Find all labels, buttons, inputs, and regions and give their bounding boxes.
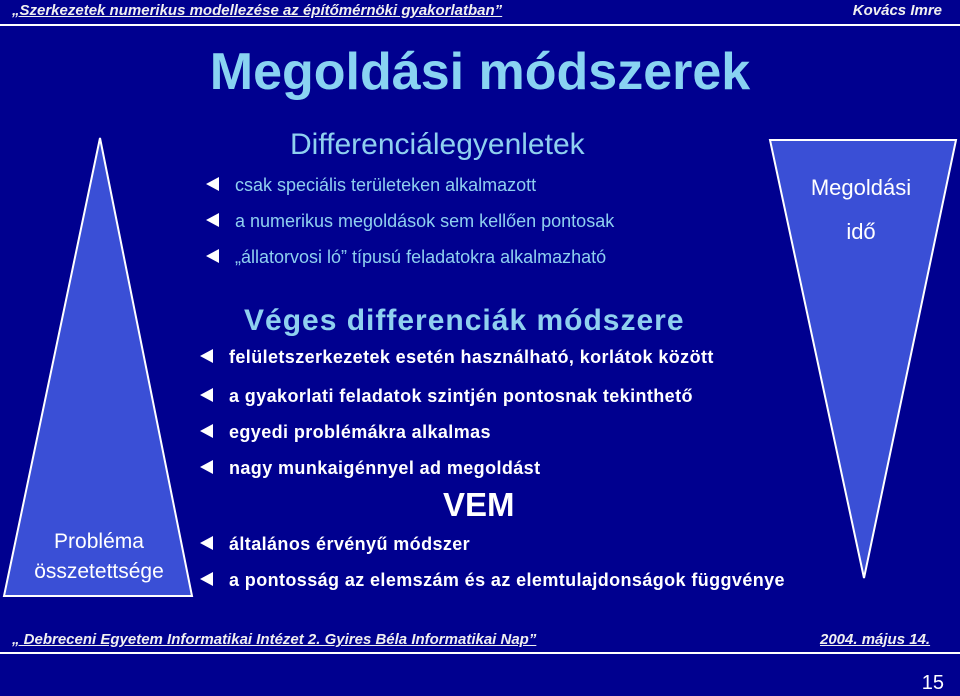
list-item xyxy=(206,170,536,200)
bullet-text: „állatorvosi ló” típusú feladatokra alkalmazható xyxy=(235,247,607,267)
bullet-text: a gyakorlati feladatok szintjén pontosnak tekinthető xyxy=(229,386,693,406)
section-heading-differential: Differenciálegyenletek xyxy=(290,128,585,161)
bullet-text: a numerikus megoldások sem kellően pontosak xyxy=(235,211,615,231)
right-triangle-label-line2: idő xyxy=(846,219,876,244)
left-triangle-label-line1: Probléma xyxy=(54,530,144,553)
triangle-bullet-icon xyxy=(206,177,219,191)
section-heading-finite-difference: Véges differenciák módszere xyxy=(244,304,685,337)
bullet-text: csak speciális területeken alkalmazott xyxy=(235,175,537,195)
list-item xyxy=(200,529,470,559)
header-presentation-title: „Szerkezetek numerikus modellezése az építőmérnöki gyakorlatban” xyxy=(12,2,503,19)
triangle-bullet-icon xyxy=(206,249,219,263)
section-heading-fem: VEM xyxy=(443,486,515,523)
triangle-bullet-icon xyxy=(200,424,213,438)
triangle-bullet-icon xyxy=(200,388,213,402)
list-item xyxy=(200,565,785,595)
left-triangle-label-line2: összetettsége xyxy=(34,560,164,583)
triangle-bullet-icon xyxy=(200,460,213,474)
list-item xyxy=(200,417,491,447)
right-triangle-label-line1: Megoldási xyxy=(810,175,912,200)
footer-event: „ Debreceni Egyetem Informatikai Intézet 2. Gyires Béla Informatikai Nap” xyxy=(12,631,537,648)
page-number: 15 xyxy=(921,672,944,694)
triangle-bullet-icon xyxy=(200,349,213,363)
list-item xyxy=(206,242,606,272)
footer-date: 2004. május 14. xyxy=(820,631,931,648)
list-item xyxy=(200,381,693,411)
triangle-bullet-icon xyxy=(200,536,213,550)
bullet-text: általános érvényű módszer xyxy=(229,534,471,554)
header-author: Kovács Imre xyxy=(852,2,942,19)
list-item xyxy=(200,342,714,372)
bullet-text: a pontosság az elemszám és az elemtulajdonságok függvénye xyxy=(229,570,785,590)
bullet-text: felületszerkezetek esetén használható, korlátok között xyxy=(229,347,714,367)
bullet-text: nagy munkaigénnyel ad megoldást xyxy=(229,458,541,478)
left-triangle-label xyxy=(6,527,192,587)
list-item xyxy=(206,206,614,236)
footer-divider xyxy=(0,652,960,654)
list-item xyxy=(200,453,540,483)
bullet-text: egyedi problémákra alkalmas xyxy=(229,422,491,442)
triangle-bullet-icon xyxy=(200,572,213,586)
triangle-bullet-icon xyxy=(206,213,219,227)
slide-title: Megoldási módszerek xyxy=(209,43,751,101)
right-triangle-label xyxy=(782,166,940,254)
